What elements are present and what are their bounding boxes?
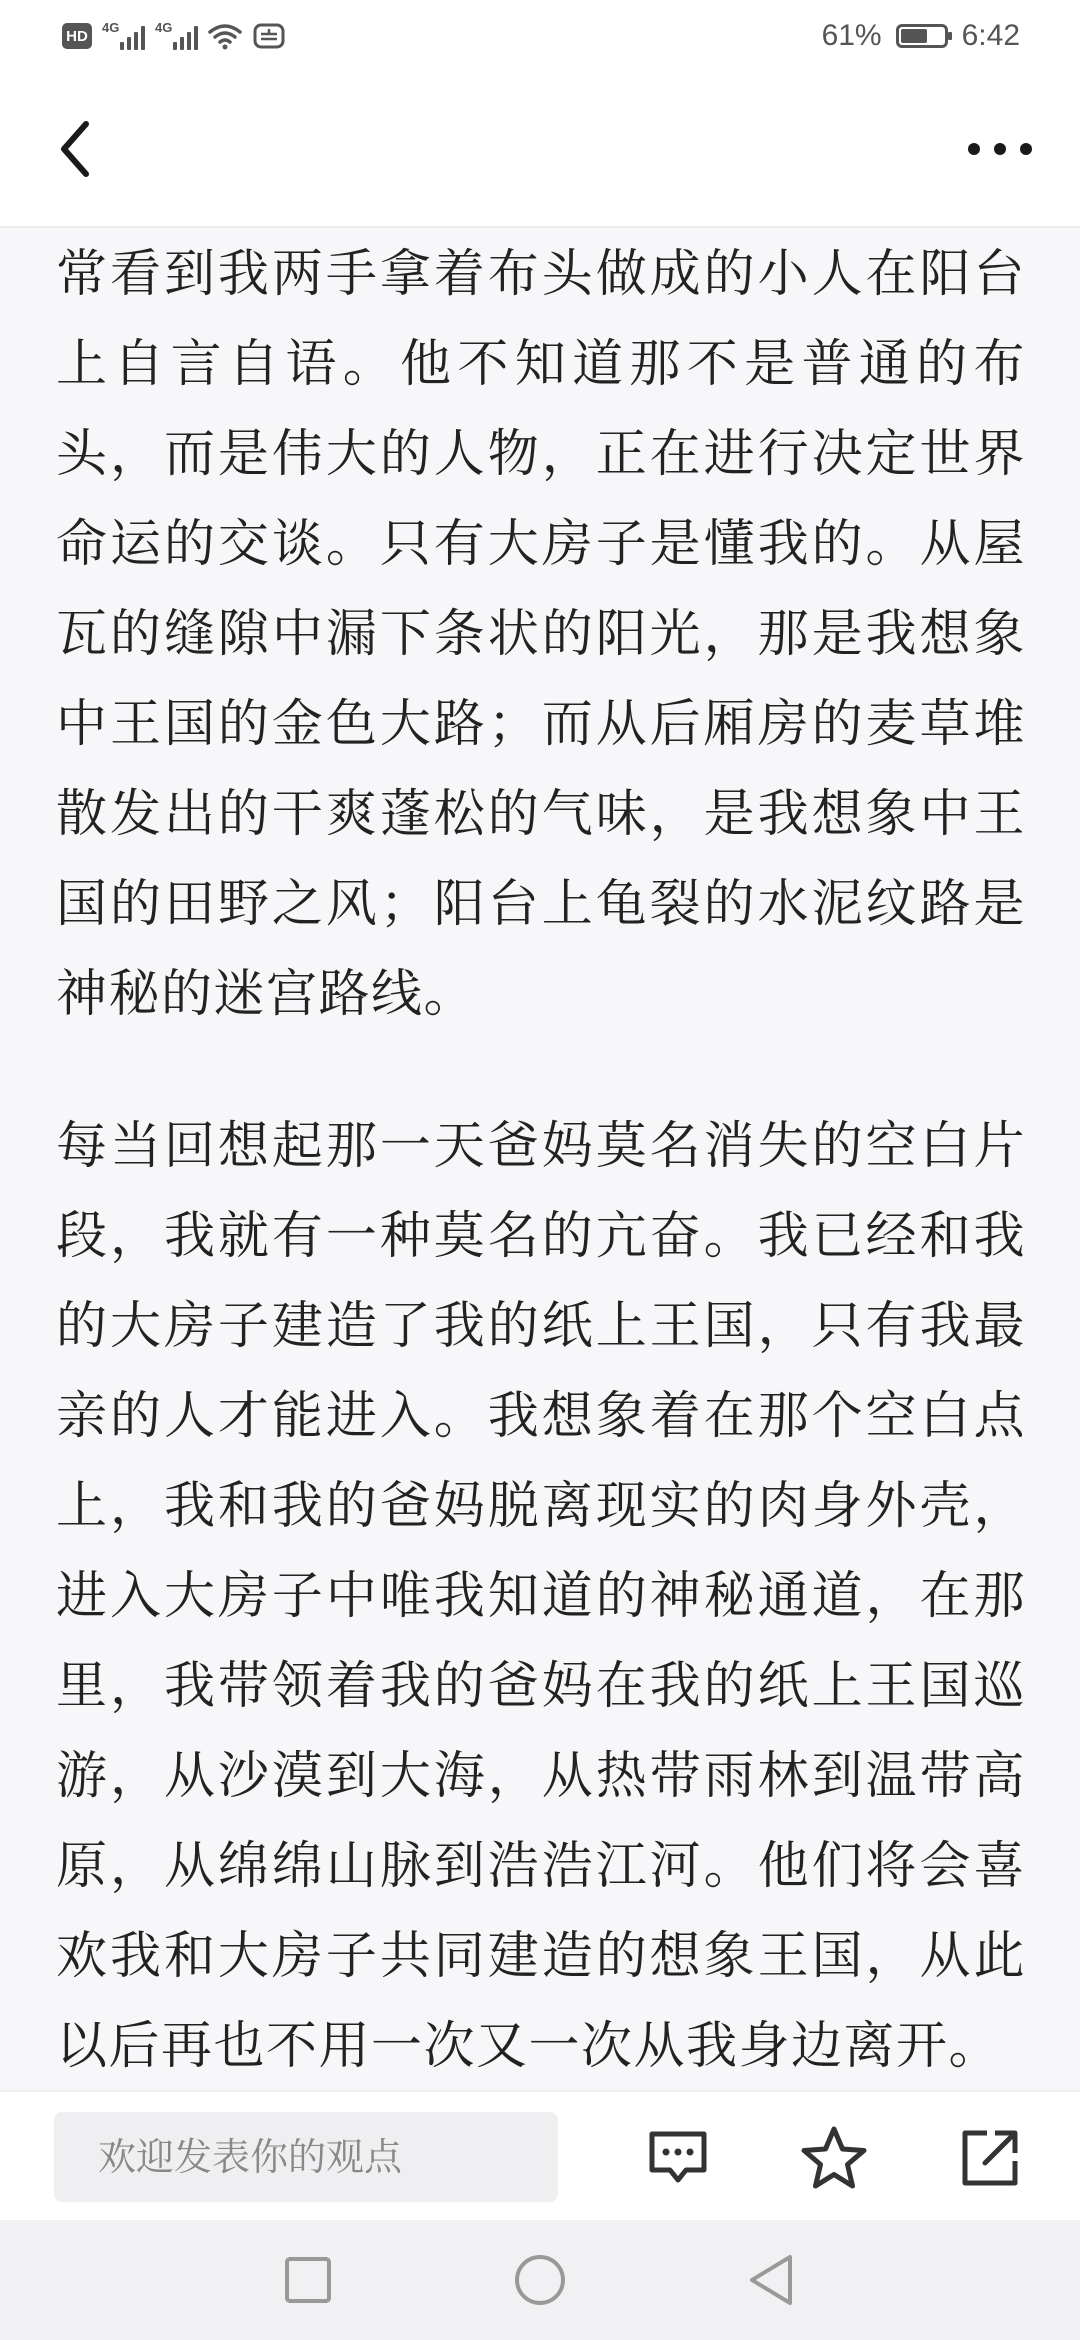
status-bar	[0, 0, 1080, 72]
wifi-icon	[208, 22, 242, 50]
top-nav-bar	[0, 72, 1080, 228]
home-button[interactable]	[510, 2250, 570, 2310]
chevron-left-icon	[50, 114, 120, 184]
status-left	[62, 18, 286, 54]
comment-input[interactable]	[54, 2112, 558, 2202]
article-body	[56, 230, 1026, 2090]
network-type-1: 4G	[102, 20, 120, 35]
back-triangle-icon	[746, 2252, 798, 2308]
battery-fill	[901, 29, 927, 43]
cellular-signal-2-icon	[155, 22, 198, 50]
system-back-button[interactable]	[742, 2250, 802, 2310]
star-icon	[799, 2123, 869, 2193]
clock: 6:42	[961, 19, 1020, 52]
cellular-signal-1-icon	[102, 22, 145, 50]
system-navigation-bar	[0, 2220, 1080, 2340]
comment-icon	[644, 2124, 712, 2192]
network-type-2: 4G	[155, 20, 173, 35]
battery-percent: 61%	[821, 19, 882, 52]
share-icon	[957, 2125, 1023, 2191]
status-right	[822, 16, 1020, 56]
favorite-button[interactable]	[796, 2120, 872, 2196]
comment-bar	[0, 2090, 1080, 2222]
back-button[interactable]	[50, 114, 120, 184]
more-options-button[interactable]	[960, 114, 1040, 184]
comments-button[interactable]	[640, 2120, 716, 2196]
more-horizontal-icon	[960, 114, 1040, 184]
article-paragraph-2: 每当回想起那一天爸妈莫名消失的空白片段，我就有一种莫名的亢奋。我已经和我的大房子建造了我的纸上王国，只有我最亲的人才能进入。我想象着在那个空白点上，我和我的爸妈脱离现实的肉身外壳，进入大房子中唯我知道的神秘通道，在那里，我带领着我的爸妈在我的纸上王国巡游，从沙漠到大海，从热带雨林到温带高原，从绵绵山脉到浩浩江河。他们将会喜欢我和大房子共同建造的想象王国，从此以后再也不用一次又一次从我身边离开。	[56, 1117, 1026, 2076]
recents-button[interactable]	[278, 2250, 338, 2310]
home-circle-icon	[512, 2252, 568, 2308]
nfc-icon	[252, 22, 286, 50]
share-button[interactable]	[952, 2120, 1028, 2196]
battery-icon	[896, 24, 948, 48]
article-paragraph-1: 常看到我两手拿着布头做成的小人在阳台上自言自语。他不知道那不是普通的布头，而是伟大的人物，正在进行决定世界命运的交谈。只有大房子是懂我的。从屋瓦的缝隙中漏下条状的阳光，那是我想象中王国的金色大路；而从后厢房的麦草堆散发出的干爽蓬松的气味，是我想象中王国的田野之风；阳台上龟裂的水泥纹路是神秘的迷宫路线。	[56, 245, 1026, 1024]
hd-badge: HD	[62, 23, 92, 49]
recents-square-icon	[283, 2255, 333, 2305]
